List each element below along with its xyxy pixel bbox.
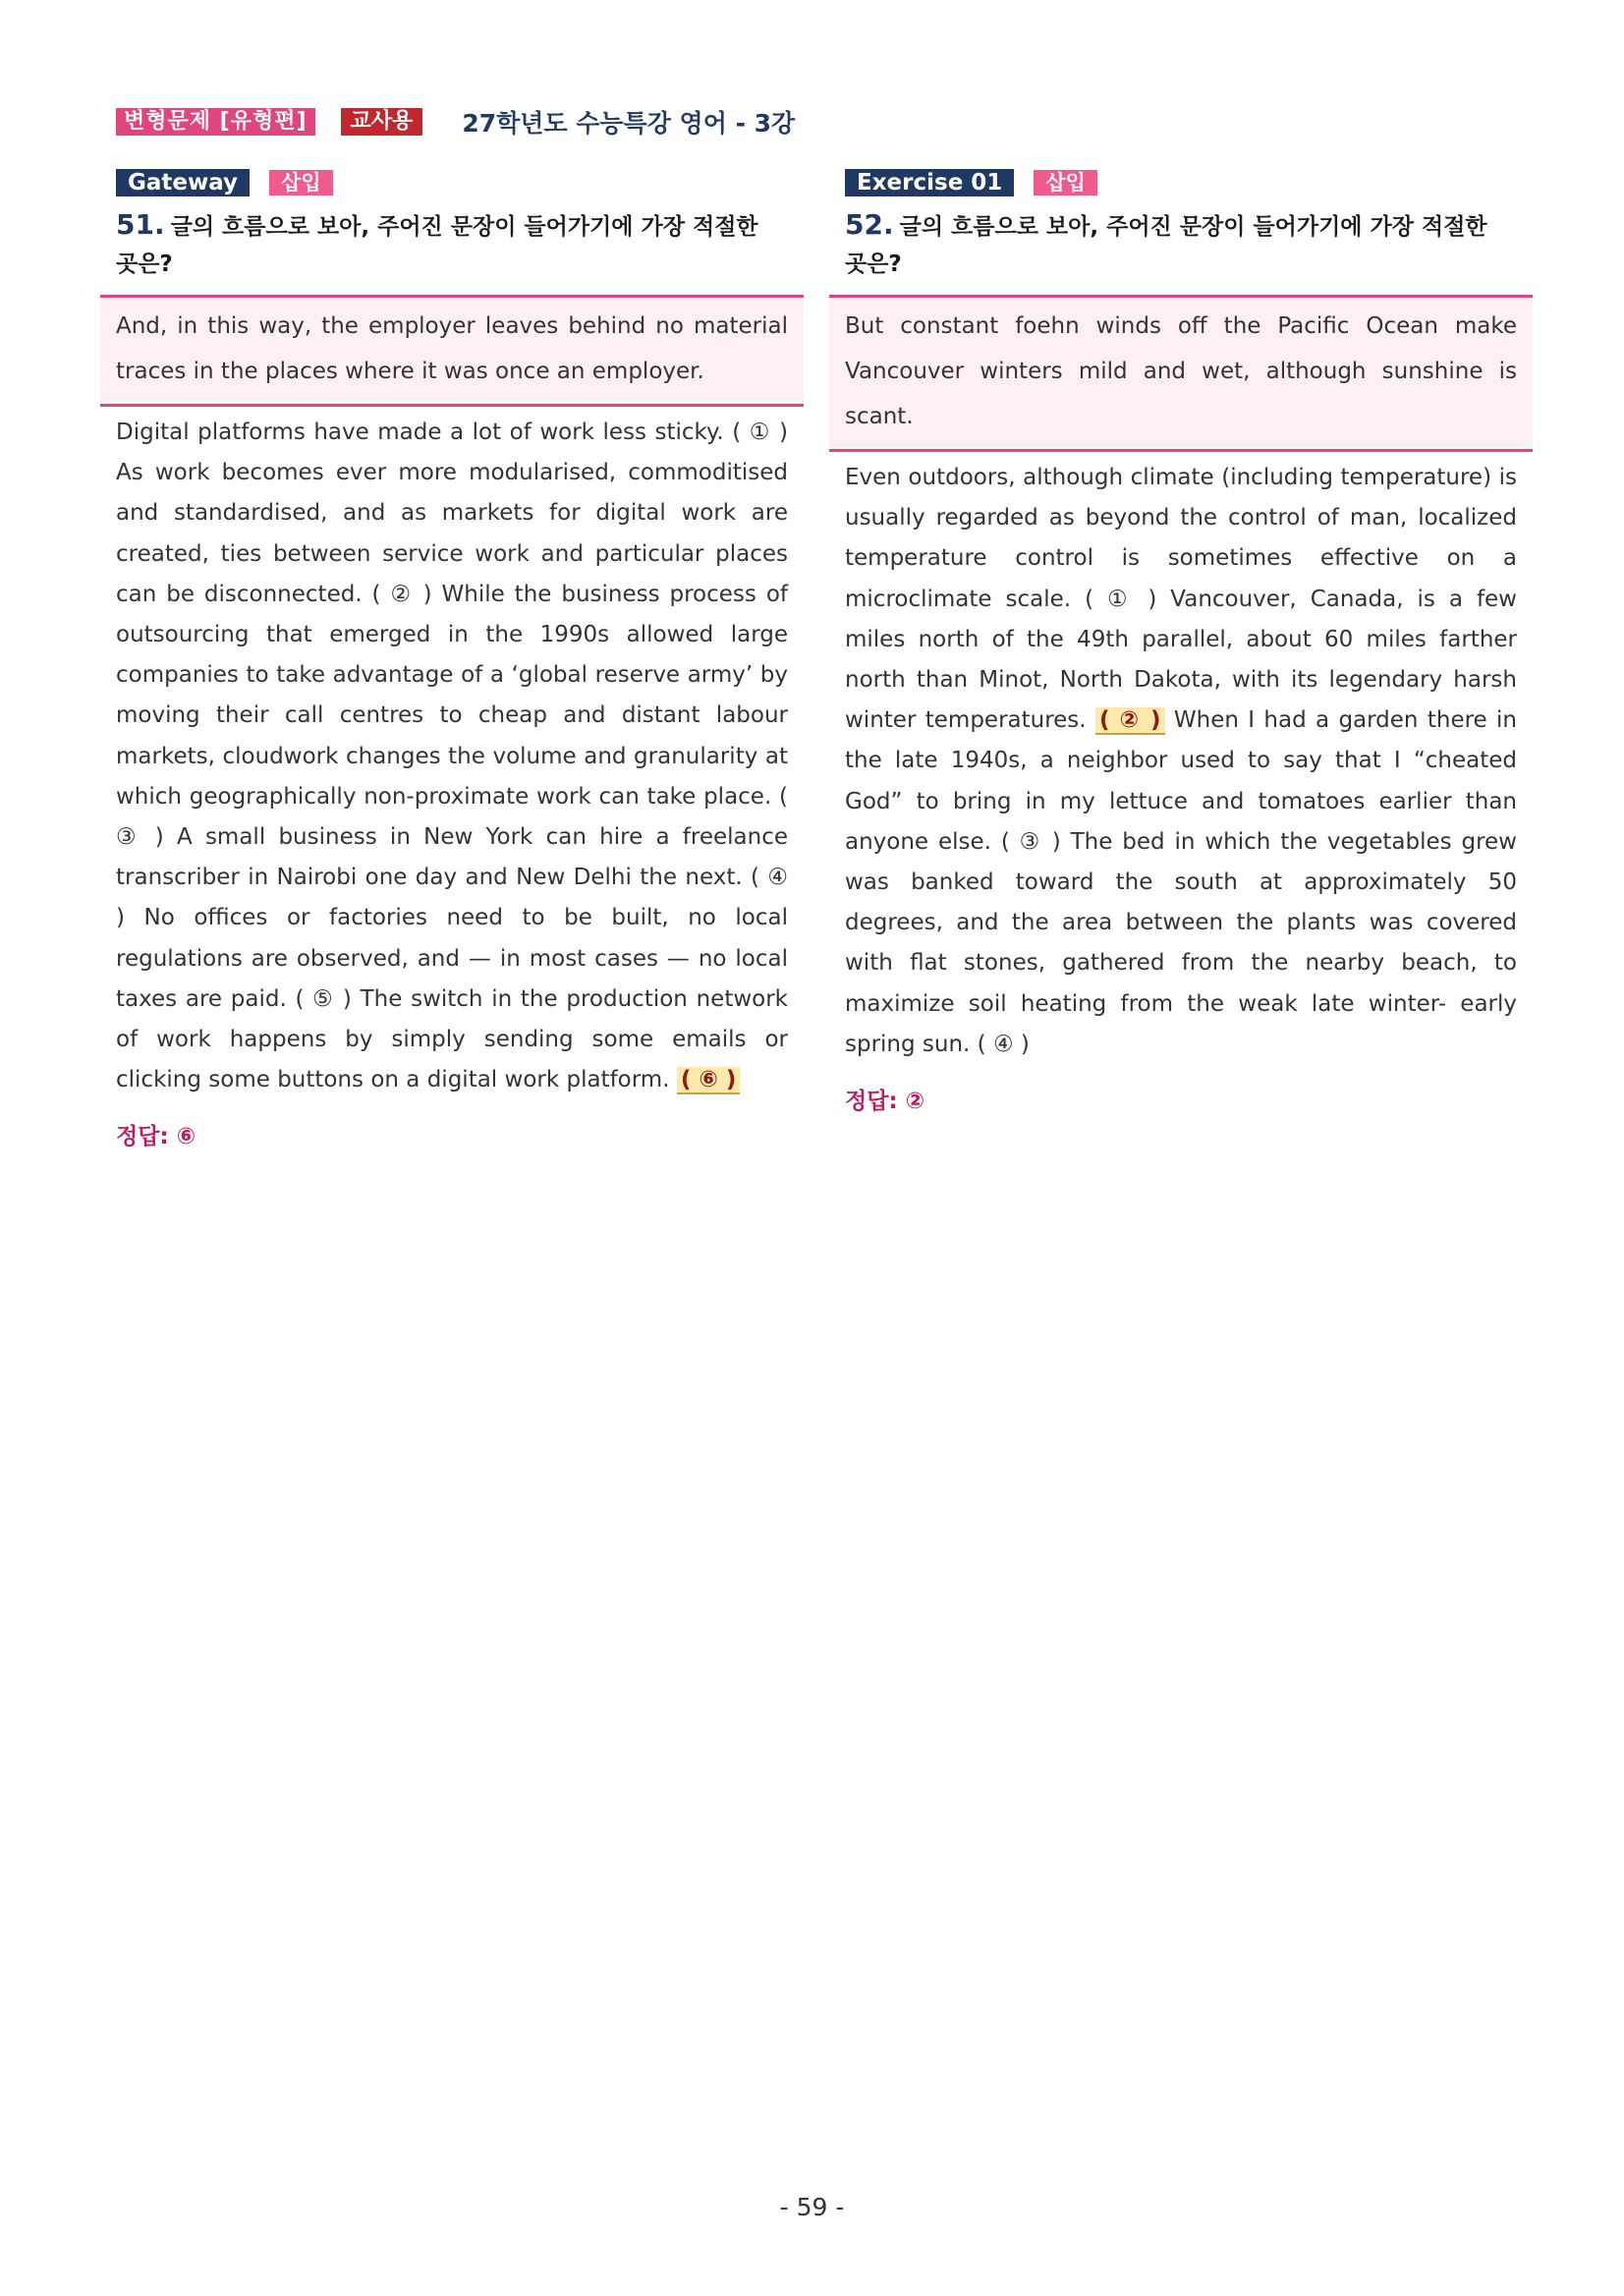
question-type-label: 삽입 [269, 170, 333, 196]
document-header [116, 106, 795, 138]
teacher-tag: 교사용 [341, 108, 423, 136]
question-number: 52. [845, 208, 894, 241]
page-number: - 59 - [779, 2193, 845, 2221]
question-labels [116, 169, 804, 196]
question-51-column [100, 169, 804, 1150]
given-sentence: But constant foehn winds off the Pacific Ocean make Vancouver winters mild and wet, although sunshine is scant. [845, 313, 1517, 429]
question-text: 글의 흐름으로 보아, 주어진 문장이 들어가기에 가장 적절한 곳은? [845, 214, 1487, 277]
section-label: Gateway [116, 169, 250, 196]
type-tag: 변형문제 [유형편] [116, 108, 315, 136]
question-type-label: 삽입 [1034, 170, 1097, 196]
answer-highlight: ( ⑥ ) [677, 1067, 741, 1094]
passage [829, 452, 1533, 1065]
passage-text-before: Even outdoors, although climate (including temperature) is usually regarded as beyond the control of man, localized temperature control is sometimes effective on a microclimate scale. ( ① ) Vancouver, Canada, is a few miles north of the 49th parallel, about 60 miles farther north than Minot, North Dakota, with its legendary harsh winter temperatures. [845, 465, 1517, 734]
answer-key: 정답: ⑥ [116, 1124, 196, 1150]
answer-highlight: ( ② ) [1095, 707, 1165, 735]
given-sentence: And, in this way, the employer leaves behind no material traces in the places where it was once an employer. [116, 313, 788, 384]
passage-text: Digital platforms have made a lot of work less sticky. ( ① ) As work becomes ever more modularised, commoditised and standardised, and as markets for digital work are created, ties between service work and particular places can be disconnected. ( ② ) While the business process of outsourcing that emerged in the 1990s allowed large companies to take advantage of a ‘global reserve army’ by moving their call centres to cheap and distant labour markets, cloudwork changes the volume and granularity at which geographically non-proximate work can take place. ( ③ ) A small business in New York can hire a freelance transcriber in Nairobi one day and New Delhi the next. ( ④ ) No offices or factories need to be built, no local regulations are observed, and — in most cases — no local taxes are paid. ( ⑤ ) The switch in the production network of work happens by simply sending some emails or clicking some buttons on a digital work platform. [116, 420, 788, 1093]
question-text: 글의 흐름으로 보아, 주어진 문장이 들어가기에 가장 적절한 곳은? [116, 214, 758, 277]
passage-text-after: When I had a garden there in the late 1940s, a neighbor used to say that I “cheated God” to bring in my lettuce and tomatoes earlier than anyone else. ( ③ ) The bed in which the vegetables grew was banked toward the south at approximately 50 degrees, and the area between the plants was covered with flat stones, gathered from the nearby beach, to maximize soil heating from the weak late winter- early spring sun. ( ④ ) [845, 707, 1518, 1057]
question-52-column [829, 169, 1533, 1115]
question-number: 51. [116, 208, 165, 241]
question-prompt [845, 206, 1513, 283]
question-prompt [116, 206, 784, 283]
passage [100, 407, 804, 1100]
given-sentence-box [829, 295, 1533, 452]
document-title: 27학년도 수능특강 영어 - 3강 [462, 109, 796, 138]
given-sentence-box [100, 295, 804, 407]
question-labels [845, 169, 1533, 196]
answer-key: 정답: ② [845, 1089, 925, 1115]
section-label: Exercise 01 [845, 169, 1014, 196]
